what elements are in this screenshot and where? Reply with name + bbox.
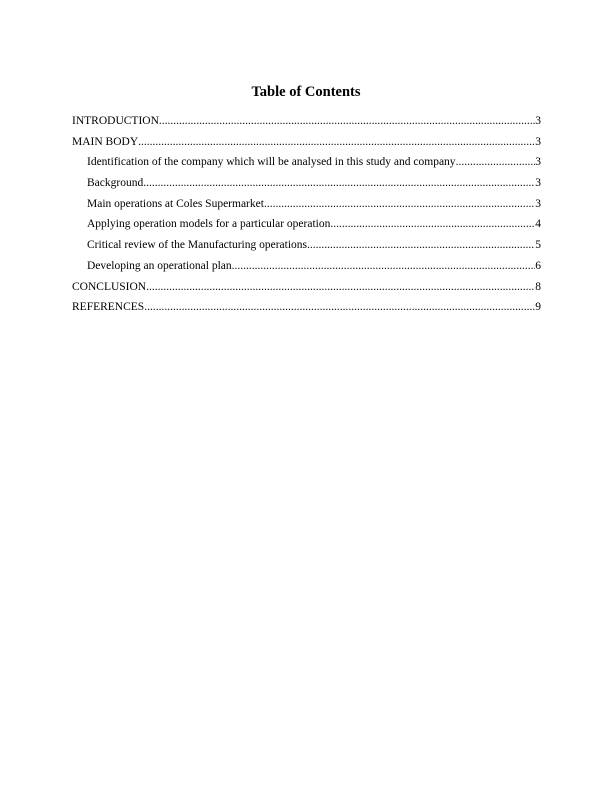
toc-entry-label: Background xyxy=(87,177,144,190)
toc-list xyxy=(72,111,541,318)
toc-dot-leader xyxy=(146,277,535,298)
toc-dot-leader xyxy=(138,132,535,153)
toc-dot-leader xyxy=(307,235,535,256)
toc-entry-label: INTRODUCTION xyxy=(72,115,159,127)
toc-entry-page-number: 5 xyxy=(535,239,541,252)
toc-entry-applying-operation-models[interactable] xyxy=(72,214,541,235)
toc-entry-identification[interactable] xyxy=(72,152,541,173)
toc-entry-background[interactable] xyxy=(72,173,541,194)
toc-dot-leader xyxy=(144,297,535,318)
toc-entry-page-number: 3 xyxy=(535,135,541,148)
toc-entry-label: REFERENCES xyxy=(72,301,145,314)
toc-entry-label: Identification of the company which will be analysed in this study and company xyxy=(87,156,456,169)
toc-entry-main-operations[interactable] xyxy=(72,194,541,215)
toc-entry-label: Critical review of the Manufacturing operations xyxy=(87,239,308,252)
toc-entry-page-number: 3 xyxy=(535,197,541,210)
toc-dot-leader xyxy=(330,214,535,235)
toc-entry-page-number: 3 xyxy=(535,115,541,127)
toc-entry-critical-review[interactable] xyxy=(72,235,541,256)
toc-entry-page-number: 8 xyxy=(535,280,541,293)
toc-entry-references[interactable] xyxy=(72,297,541,318)
toc-dot-leader xyxy=(456,152,536,173)
toc-entry-label: Main operations at Coles Supermarket xyxy=(87,197,264,210)
toc-entry-page-number: 9 xyxy=(535,301,541,314)
toc-entry-page-number: 3 xyxy=(535,156,541,169)
toc-entry-label: MAIN BODY xyxy=(72,135,139,148)
toc-entry-main-body[interactable] xyxy=(72,132,541,153)
toc-dot-leader xyxy=(159,111,535,132)
toc-entry-operational-plan[interactable] xyxy=(72,256,541,277)
toc-dot-leader xyxy=(143,173,535,194)
toc-entry-page-number: 6 xyxy=(535,259,541,272)
toc-entry-label: Developing an operational plan xyxy=(87,259,232,272)
toc-entry-label: Applying operation models for a particular operation xyxy=(87,218,331,231)
toc-entry-page-number: 4 xyxy=(535,218,541,231)
toc-title: Table of Contents xyxy=(251,84,361,100)
toc-entry-label: CONCLUSION xyxy=(72,280,147,293)
toc-entry-conclusion[interactable] xyxy=(72,277,541,298)
toc-entry-page-number: 3 xyxy=(535,177,541,190)
toc-entry-introduction[interactable] xyxy=(72,111,541,132)
toc-dot-leader xyxy=(232,256,536,277)
toc-dot-leader xyxy=(264,194,535,215)
